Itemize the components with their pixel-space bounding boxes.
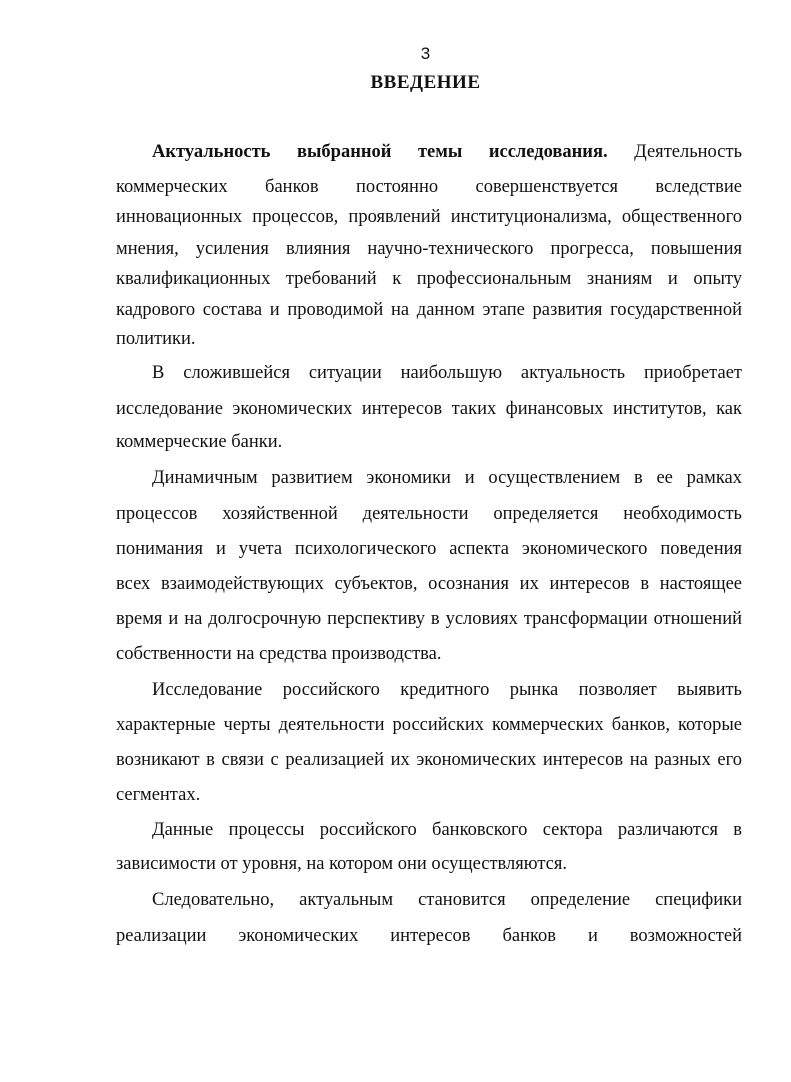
- text-line: время и на долгосрочную перспективу в условиях трансформации отношений: [116, 609, 742, 629]
- text-line: характерные черты деятельности российских коммерческих банков, которые: [116, 715, 742, 735]
- section-heading: ВВЕДЕНИЕ: [370, 72, 481, 93]
- text-line: Динамичным развитием экономики и осуществлением в ее рамках: [152, 468, 742, 488]
- text-line: Данные процессы российского банковского сектора различаются в: [152, 820, 742, 840]
- text-line: инновационных процессов, проявлений институционализма, общественного: [116, 207, 742, 227]
- text-line: В сложившейся ситуации наибольшую актуальность приобретает: [152, 363, 742, 383]
- page-number: 3: [420, 44, 431, 63]
- text-line: Следовательно, актуальным становится определение специфики: [152, 890, 742, 910]
- text-line: реализации экономических интересов банков и возможностей: [116, 926, 742, 946]
- bold-lead: Актуальность выбранной темы исследования.: [152, 142, 608, 162]
- text-line: кадрового состава и проводимой на данном этапе развития государственной: [116, 300, 742, 320]
- text-line: квалификационных требований к профессиональным знаниям и опыту: [116, 269, 742, 289]
- text-line: понимания и учета психологического аспекта экономического поведения: [116, 539, 742, 559]
- text-line: коммерческих банков постоянно совершенствуется вследствие: [116, 177, 742, 197]
- text-line: исследование экономических интересов таких финансовых институтов, как: [116, 399, 742, 419]
- text-line: процессов хозяйственной деятельности определяется необходимость: [116, 504, 742, 524]
- text-line: Исследование российского кредитного рынка позволяет выявить: [152, 680, 742, 700]
- text-line: мнения, усиления влияния научно-технического прогресса, повышения: [116, 239, 742, 259]
- text-line: политики.: [116, 329, 196, 349]
- text-line: возникают в связи с реализацией их экономических интересов на разных его: [116, 750, 742, 770]
- text-line: зависимости от уровня, на котором они осуществляются.: [116, 854, 568, 874]
- text-line: собственности на средства производства.: [116, 644, 442, 664]
- text-line: коммерческие банки.: [116, 432, 283, 452]
- text-line: Актуальность выбранной темы исследования. Деятельность: [152, 142, 742, 162]
- text-line: всех взаимодействующих субъектов, осознания их интересов в настоящее: [116, 574, 742, 594]
- text-line: сегментах.: [116, 785, 201, 805]
